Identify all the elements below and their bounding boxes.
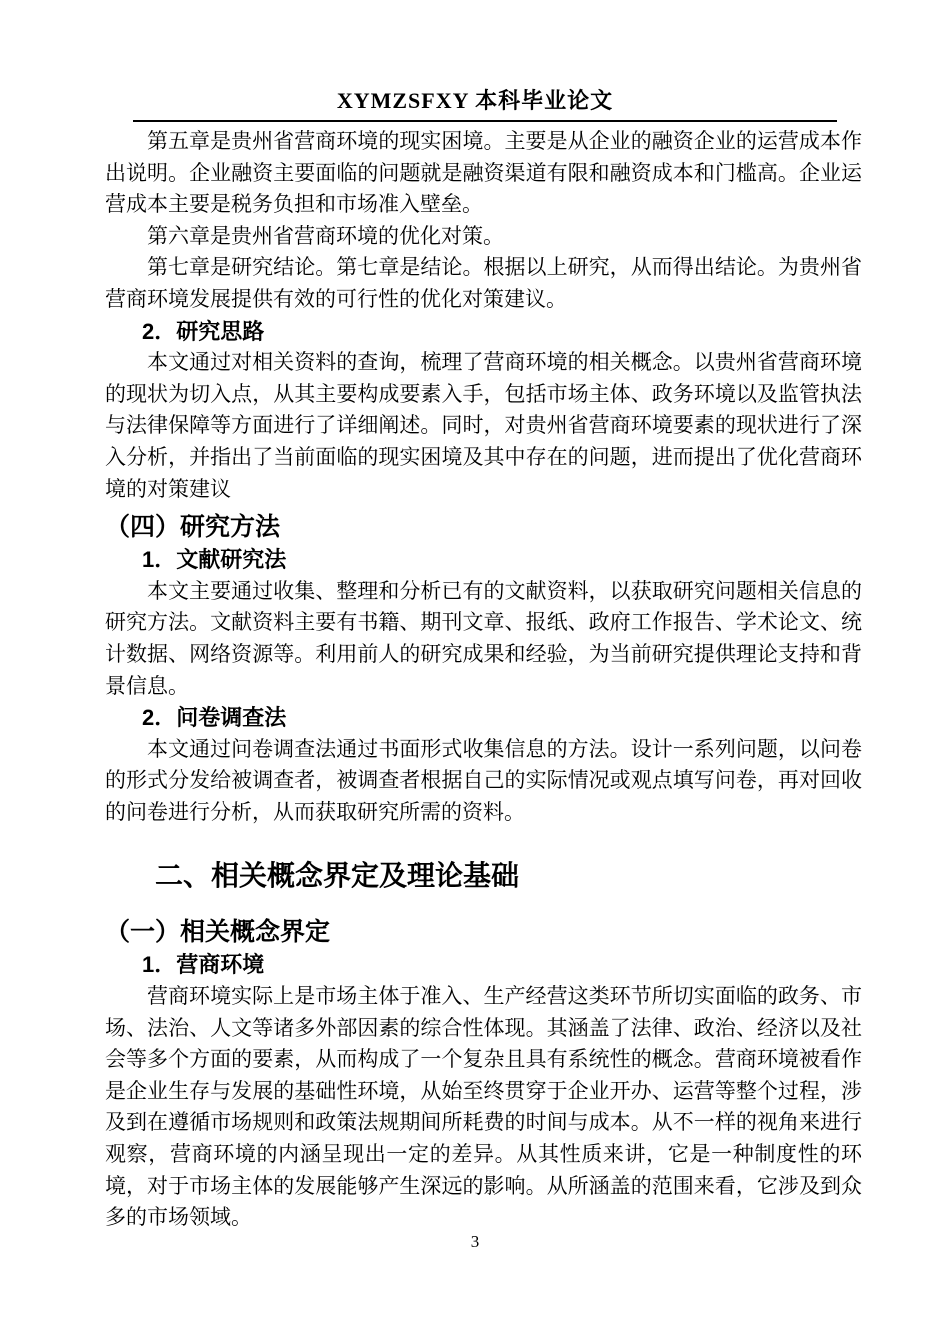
subsection-heading-literature-method: 1．文献研究法 — [142, 547, 287, 573]
page-number: 3 — [470, 1232, 480, 1251]
chapter-heading-concepts-and-theory: 二、相关概念界定及理论基础 — [155, 860, 520, 892]
page-header — [0, 84, 950, 122]
paragraph: 本文通过问卷调查法通过书面形式收集信息的方法。设计一系列问题，以问卷的形式分发给被调查者，被调查者根据自己的实际情况或观点填写问卷，再对回收的问卷进行分析，从而获取研究所需的资料。 — [105, 736, 862, 824]
section-heading-research-methods: （四）研究方法 — [105, 513, 281, 542]
paragraph: 本文主要通过收集、整理和分析已有的文献资料，以获取研究问题相关信息的研究方法。文献资料主要有书籍、期刊文章、报纸、政府工作报告、学术论文、统计数据、网络资源等。利用前人的研究成果和经验，为当前研究提供理论支持和背景信息。 — [105, 578, 862, 698]
paragraph: 第五章是贵州省营商环境的现实困境。主要是从企业的融资企业的运营成本作出说明。企业融资主要面临的问题就是融资渠道有限和融资成本和门槛高。企业运营成本主要是税务负担和市场准入壁垒。 — [105, 129, 862, 217]
paragraph: 本文通过对相关资料的查询，梳理了营商环境的相关概念。以贵州省营商环境的现状为切入点，从其主要构成要素入手，包括市场主体、政务环境以及监管执法与法律保障等方面进行了详细阐述。同时，对贵州省营商环境要素的现状进行了深入分析，并指出了当前面临的现实困境及其中存在的问题，进而提出了优化营商环境的对策建议 — [105, 350, 862, 501]
page-body — [105, 126, 862, 1234]
subsection-heading-questionnaire-method: 2．问卷调查法 — [142, 705, 287, 731]
subsection-heading-research-approach: 2．研究思路 — [142, 318, 265, 344]
page-footer — [0, 1232, 950, 1252]
header-divider — [133, 120, 837, 122]
section-heading-concept-definition: （一）相关概念界定 — [105, 918, 331, 947]
paragraph: 第七章是研究结论。第七章是结论。根据以上研究，从而得出结论。为贵州省营商环境发展提供有效的可行性的优化对策建议。 — [105, 255, 862, 311]
header-title: XYMZSFXY 本科毕业论文 — [336, 88, 614, 113]
paragraph: 第六章是贵州省营商环境的优化对策。 — [147, 223, 504, 248]
paragraph: 营商环境实际上是市场主体于准入、生产经营这类环节所切实面临的政务、市场、法治、人文等诸多外部因素的综合性体现。其涵盖了法律、政治、经济以及社会等多个方面的要素，从而构成了一个复杂且具有系统性的概念。营商环境被看作是企业生存与发展的基础性环境，从始至终贯穿于企业开办、运营等整个过程，涉及到在遵循市场规则和政策法规期间所耗费的时间与成本。从不一样的视角来进行观察，营商环境的内涵呈现出一定的差异。从其性质来讲，它是一种制度性的环境，对于市场主体的发展能够产生深远的影响。从所涵盖的范围来看，它涉及到众多的市场领域。 — [105, 984, 862, 1230]
subsection-heading-business-environment: 1．营商环境 — [142, 952, 265, 978]
